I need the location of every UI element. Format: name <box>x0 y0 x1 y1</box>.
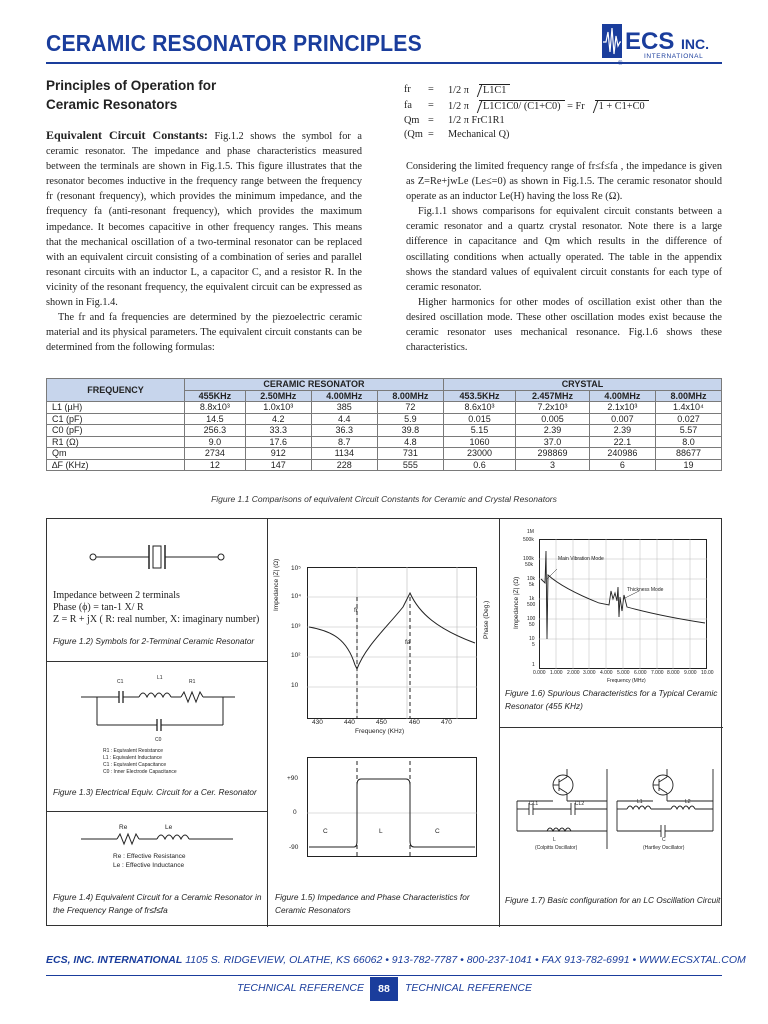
table-cell: 240986 <box>589 448 655 460</box>
fig16-xtick: 7.000 <box>651 670 664 676</box>
table-column-header: 2.457MHz <box>516 390 590 402</box>
table-cell: 9.0 <box>185 436 246 448</box>
page-title: CERAMIC RESONATOR PRINCIPLES <box>46 30 422 56</box>
table-cell: 4.4 <box>311 413 377 425</box>
paragraph-comparison: Fig.1.1 shows comparisons for equivalent circuit constants between a ceramic resonator and a quartz crystal resonator. Note there is a large difference in capacitance and Qm which results in the difference of oscillating conditions when actually operated. The table in the appendix shows the standard values of equivalent circuit constants for each type of ceramic resonator. <box>406 206 722 293</box>
table-cell: 19 <box>655 459 721 471</box>
footer-address-text: 1105 S. RIDGEVIEW, OLATHE, KS 66062 • 913-782-7787 • 800-237-1041 • FAX 913-782-6991 • WWW.ECSXTAL.COM <box>182 954 746 966</box>
grid-divider <box>499 727 723 728</box>
fig13-legend: L1 : Equivalent Inductance <box>103 755 162 761</box>
table-row <box>47 413 722 425</box>
fig15-ytick: 10² <box>291 652 301 659</box>
logo-sub: INTERNATIONAL <box>644 53 704 60</box>
hartley-circuit <box>617 769 713 837</box>
table-cell: 298869 <box>516 448 590 460</box>
table-cell: 33.3 <box>245 425 311 437</box>
table-cell: 1134 <box>311 448 377 460</box>
grid-divider <box>499 519 500 927</box>
table-cell: 385 <box>311 402 377 414</box>
fig14-caption-line1: Figure 1.4) Equivalent Circuit for a Ceramic Resonator in <box>53 892 262 902</box>
paragraph-text: Fig.1.2 shows the symbol for a ceramic resonator. The impedance and phase characteristics measured between the terminals are shown in Fig.1.5. This figure illustrates that the resonator becomes inductive in the frequency range between the frequency fr (resonant frequency), which provides the minimum impedance, and the frequency fa (anti-resonant frequency), which provides the maximum impedance. It becomes capacitive in other frequency ranges. This means that the mechanical oscillation of a two-terminal resonator can be replaced with an equivalent circuit consisting of a combination of series and parallel resonant circuits with an inductor L, a capacitor C, and a resistor R. In the vicinity of the resonant frequency, the equivalent circuit can be expressed as shown in Fig.1.4. <box>46 131 363 309</box>
fig15-caption-line1: Figure 1.5) Impedance and Phase Characteristics for <box>275 892 470 902</box>
fig13-c1-label: C1 <box>117 679 124 685</box>
table-cell: 7.2x10³ <box>516 402 590 414</box>
table-row <box>47 436 722 448</box>
fig17-l1-label: L1 <box>637 799 643 805</box>
table-cell: 256.3 <box>185 425 246 437</box>
fig12-line2: Phase (ϕ) = tan-1 X/ R <box>53 602 144 613</box>
ecs-logo <box>598 18 724 68</box>
fig16-ytick: 50 <box>529 622 535 628</box>
table-header-crystal: CRYSTAL <box>443 379 721 391</box>
fig17-c-label: C <box>662 837 666 843</box>
fig17-caption: Figure 1.7) Basic configuration for an LC Oscillation Circuit <box>505 895 721 905</box>
table-header-frequency: FREQUENCY <box>47 379 185 402</box>
fig16-ytick: 500 <box>527 602 536 608</box>
fig17-hartley-label: (Hartley Oscillator) <box>643 845 685 851</box>
logo-registered: ® <box>618 61 623 67</box>
fig15-ytick: 10⁴ <box>291 593 302 600</box>
fig17-cl2-label: CL2 <box>575 801 585 807</box>
logo-inc: INC. <box>681 36 709 52</box>
table-column-header: 455KHz <box>185 390 246 402</box>
row-label: R1 (Ω) <box>47 436 185 448</box>
table-cell: 228 <box>311 459 377 471</box>
fig14-re-label: Re <box>119 824 128 831</box>
paragraph-frequencies: The fr and fa frequencies are determined by the piezoelectric ceramic material and its physical parameters. The equivalent circuit constants can be determined from the following formulas: <box>46 312 362 354</box>
fig15-ytick: 10³ <box>291 623 301 630</box>
fig14-caption-line2: the Frequency Range of fr≤f≤fa <box>53 905 168 915</box>
page-number: 88 <box>370 977 398 1001</box>
fig16-ytick: 5 <box>532 642 535 648</box>
footer-company: ECS, INC. INTERNATIONAL <box>46 954 183 966</box>
fig13-legend: R1 : Equivalent Resistance <box>103 748 164 754</box>
fig12-caption: Figure 1.2) Symbols for 2-Terminal Ceramic Resonator <box>53 636 255 646</box>
fig16-ylabel: Impedance |Z| (Ω) <box>513 576 520 629</box>
fig15-phase-tick: +90 <box>287 775 299 782</box>
table-cell: 2734 <box>185 448 246 460</box>
fig16-xtick: 1.000 <box>550 670 563 676</box>
footer-tech-reference-left: TECHNICAL REFERENCE <box>237 982 364 994</box>
table-cell: 5.15 <box>443 425 515 437</box>
table-cell: 72 <box>377 402 443 414</box>
fig16-ytick: 10 <box>529 636 535 642</box>
colpitts-circuit <box>517 769 607 849</box>
fig16-xlabel: Frequency (MHz) <box>607 678 646 684</box>
fig15-phase-tick: -90 <box>289 844 299 851</box>
fig15-xtick: 450 <box>376 719 387 726</box>
fig15-phase-tick: 0 <box>293 809 297 816</box>
table-cell: 147 <box>245 459 311 471</box>
grid-divider <box>47 811 267 812</box>
fig13-legend: C0 : Inner Electrode Capacitance <box>103 769 177 775</box>
table-column-header: 8.00MHz <box>377 390 443 402</box>
fig15-xtick: 470 <box>441 719 452 726</box>
table-cell: 0.027 <box>655 413 721 425</box>
footer-tech-reference-right: TECHNICAL REFERENCE <box>405 982 532 994</box>
fig16-ytick: 5k <box>529 582 535 588</box>
footer-address <box>46 954 746 966</box>
table-cell: 555 <box>377 459 443 471</box>
fig15-region-l: L <box>379 828 383 835</box>
fig16-caption-line1: Figure 1.6) Spurious Characteristics for a Typical Ceramic <box>505 688 718 698</box>
fig16-xtick: 3.000 <box>583 670 596 676</box>
table-column-header: 4.00MHz <box>311 390 377 402</box>
fig13-legend: C1 : Equivalent Capacitance <box>103 762 167 768</box>
resonator-symbol-icon <box>77 539 237 575</box>
grid-divider <box>47 661 267 662</box>
fig16-xtick: 4.000 <box>600 670 613 676</box>
grid-divider <box>267 519 268 927</box>
oscillator-circuits <box>507 769 717 849</box>
table-cell: 2.39 <box>516 425 590 437</box>
fig16-ytick: 50k <box>525 562 534 568</box>
fig17-l-label: L <box>553 837 556 843</box>
figures-panel <box>46 518 722 926</box>
table-cell: 23000 <box>443 448 515 460</box>
row-label: Qm <box>47 448 185 460</box>
table-cell: 37.0 <box>516 436 590 448</box>
row-label: C0 (pF) <box>47 425 185 437</box>
right-column-text <box>406 159 722 355</box>
fig16-ytick: 100k <box>523 556 534 562</box>
fig16-xtick: 6.000 <box>634 670 647 676</box>
logo-main: ECS <box>625 28 675 55</box>
fig16-xtick: 10.00 <box>701 670 714 676</box>
table-cell: 1060 <box>443 436 515 448</box>
table-cell: 731 <box>377 448 443 460</box>
fig15-caption-line2: Ceramic Resonators <box>275 905 351 915</box>
table-cell: 39.8 <box>377 425 443 437</box>
table-column-header: 8.00MHz <box>655 390 721 402</box>
fig17-colpitts-label: (Colpitts Oscillator) <box>535 845 578 851</box>
table-cell: 36.3 <box>311 425 377 437</box>
phase-plot <box>307 757 477 857</box>
fig16-xtick: 8.000 <box>667 670 680 676</box>
fig17-cl1-label: CL1 <box>529 801 539 807</box>
table-cell: 4.2 <box>245 413 311 425</box>
section-heading <box>46 76 216 114</box>
fig16-caption-line2: Resonator (455 KHz) <box>505 701 583 711</box>
fig16-xtick: 5.000 <box>617 670 630 676</box>
logo-waveform-icon <box>602 24 622 58</box>
table-cell: 22.1 <box>589 436 655 448</box>
fig13-l1-label: L1 <box>157 675 163 681</box>
fig16-ytick: 1M <box>527 529 534 535</box>
table-cell: 4.8 <box>377 436 443 448</box>
fig16-ytick: 1k <box>529 596 535 602</box>
table-row <box>47 448 722 460</box>
table-column-header: 453.5KHz <box>443 390 515 402</box>
constants-table <box>46 378 722 471</box>
fig16-annotation: Thickness Mode <box>627 587 664 593</box>
table-cell: 88677 <box>655 448 721 460</box>
fig17-l2-label: L2 <box>685 799 691 805</box>
section-heading-line1: Principles of Operation for <box>46 78 217 93</box>
fig15-phase-label: Phase (Deg.) <box>483 600 490 639</box>
fig12-line1: Impedance between 2 terminals <box>53 590 180 601</box>
left-column-text <box>46 128 362 355</box>
fig15-ytick: 10⁵ <box>291 565 301 572</box>
fig16-xtick: 2.000 <box>567 670 580 676</box>
lead-term: Equivalent Circuit Constants: <box>46 128 208 142</box>
fig13-r1-label: R1 <box>189 679 196 685</box>
fig16-ytick: 1 <box>532 662 535 668</box>
fig13-caption: Figure 1.3) Electrical Equiv. Circuit for a Cer. Resonator <box>53 787 257 797</box>
fig14-legend: Re : Effective Resistance <box>113 853 186 860</box>
table-caption: Figure 1.1 Comparisons of equivalent Circuit Constants for Ceramic and Crystal Resonators <box>211 494 557 504</box>
fig15-xlabel: Frequency (KHz) <box>355 728 405 735</box>
fig15-fr-label: fr <box>354 607 358 614</box>
table-row <box>47 425 722 437</box>
section-heading-line2: Ceramic Resonators <box>46 97 178 112</box>
fig16-xtick: 0.000 <box>533 670 546 676</box>
effective-circuit-diagram <box>77 829 237 849</box>
fig15-xtick: 460 <box>409 719 420 726</box>
table-cell: 0.007 <box>589 413 655 425</box>
fig15-xtick: 440 <box>344 719 355 726</box>
table-header-ceramic: CERAMIC RESONATOR <box>185 379 444 391</box>
table-cell: 14.5 <box>185 413 246 425</box>
row-label: C1 (pF) <box>47 413 185 425</box>
table-cell: 5.57 <box>655 425 721 437</box>
paragraph-harmonics: Higher harmonics for other modes of oscillation exist other than the desired oscillation mode. These other oscillation modes exist because the ceramic resonator uses mechanical resonance. Fig.1.6 shows these characteristics. <box>406 296 722 354</box>
fig12-line3: Z = R + jX ( R: real number, X: imaginary number) <box>53 614 260 625</box>
footer-rule <box>46 975 722 976</box>
table-row <box>47 402 722 414</box>
table-cell: 0.005 <box>516 413 590 425</box>
table-cell: 8.8x10³ <box>185 402 246 414</box>
table-cell: 2.1x10³ <box>589 402 655 414</box>
table-cell: 1.4x10⁴ <box>655 402 721 414</box>
table-cell: 3 <box>516 459 590 471</box>
fig16-ytick: 100 <box>527 616 536 622</box>
table-cell: 2.39 <box>589 425 655 437</box>
table-cell: 12 <box>185 459 246 471</box>
table-cell: 0.6 <box>443 459 515 471</box>
fig16-ytick: 500k <box>523 537 534 543</box>
fig16-annotation: Main Vibration Mode <box>558 556 604 562</box>
fig14-le-label: Le <box>165 824 173 831</box>
table-row <box>47 459 722 471</box>
paragraph-impedance: Considering the limited frequency range of fr≤f≤fa , the impedance is given as Z=Re+jwLe (Le≤=0) as shown in Fig.1.5. The ceramic resonator should operate as an inductor Le(H) having the loss Re (Ω). <box>406 161 722 203</box>
fig15-region-c: C <box>435 828 440 835</box>
impedance-plot <box>307 567 477 719</box>
table-cell: 8.6x10³ <box>443 402 515 414</box>
row-label: L1 (µH) <box>47 402 185 414</box>
table-cell: 0.015 <box>443 413 515 425</box>
paragraph-equivalent-circuit <box>46 128 362 310</box>
fig15-xtick: 430 <box>312 719 323 726</box>
fig15-region-c: C <box>323 828 328 835</box>
table-cell: 912 <box>245 448 311 460</box>
table-cell: 5.9 <box>377 413 443 425</box>
fig16-xtick: 9.000 <box>684 670 697 676</box>
row-label: ∆F (KHz) <box>47 459 185 471</box>
table-cell: 8.0 <box>655 436 721 448</box>
fig15-ytick: 10 <box>291 682 299 689</box>
fig14-legend: Le : Effective Inductance <box>113 862 185 869</box>
fig15-ylabel: Impedance |Z| (Ω) <box>273 558 280 611</box>
table-column-header: 2.50MHz <box>245 390 311 402</box>
table-column-header: 4.00MHz <box>589 390 655 402</box>
fig15-fa-label: fa <box>405 639 411 646</box>
fig13-c0-label: C0 <box>155 737 162 743</box>
table-cell: 1.0x10³ <box>245 402 311 414</box>
fig16-ytick: 10k <box>527 576 536 582</box>
table-cell: 17.6 <box>245 436 311 448</box>
table-cell: 6 <box>589 459 655 471</box>
table-cell: 8.7 <box>311 436 377 448</box>
